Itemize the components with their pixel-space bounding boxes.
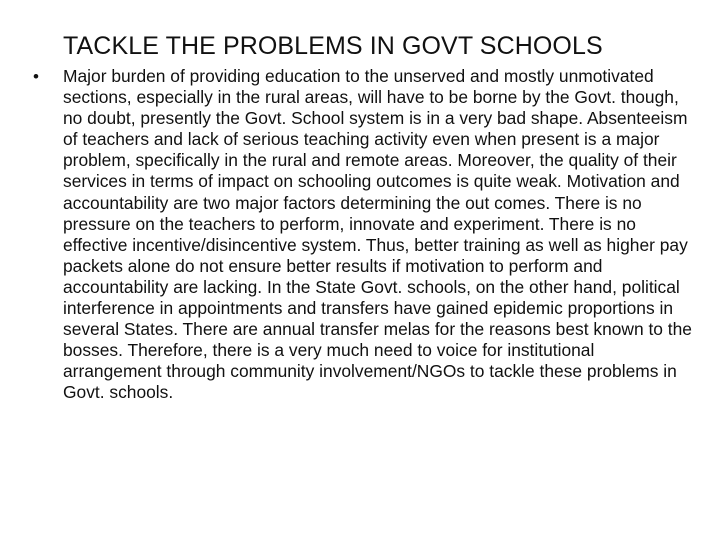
bullet-marker-icon: • (33, 67, 39, 86)
slide-title: TACKLE THE PROBLEMS IN GOVT SCHOOLS (63, 32, 603, 60)
bullet-text: Major burden of providing education to the unserved and mostly unmotivated sections, especially in the rural areas, will have to be borne by the Govt. though, no doubt, presently the Govt. School system is in a very bad shape. Absenteeism of teachers and lack of serious teaching activity even when present is a major problem, specifically in the rural and remote areas. Moreover, the quality of their services in terms of impact on schooling outcomes is quite weak. Motivation and accountability are two major factors determining the out comes. There is no pressure on the teachers to perform, innovate and experiment. There is no effective incentive/disincentive system. Thus, better training as well as higher pay packets alone do not ensure better results if motivation to perform and accountability are lacking. In the State Govt. schools, on the other hand, political interference in appointments and transfers have gained epidemic proportions in several States. There are annual transfer melas for the reasons best known to the bosses. Therefore, there is a very much need to voice for institutional arrangement through community involvement/NGOs to tackle these problems in Govt. schools. (63, 66, 692, 403)
